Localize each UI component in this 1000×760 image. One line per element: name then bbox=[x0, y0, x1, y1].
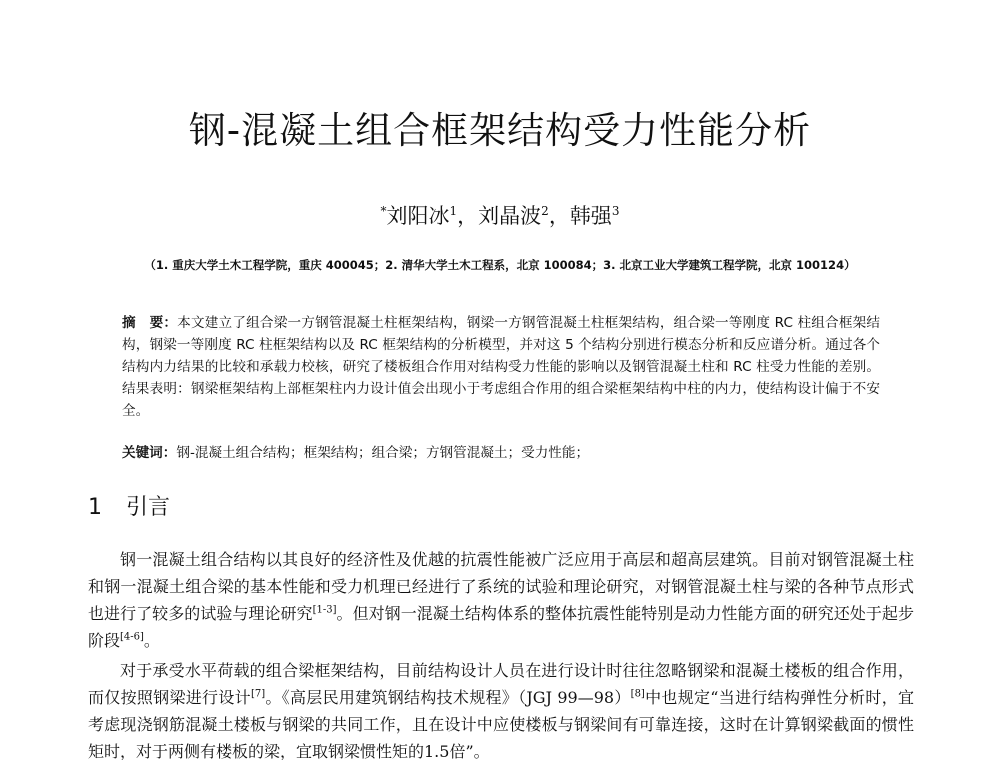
paragraph bbox=[88, 546, 914, 654]
paragraph-text: 中也规定“当进行结构弹性分析时，宜考虑现浇钢筋混凝土楼板与钢梁的共同工作，且在设计中应使楼板与钢梁间有可靠连接，这时在计算钢梁截面的惯性矩时，对于两侧有楼板的梁，宜取钢梁惯性矩的1.5倍”。 bbox=[88, 688, 914, 760]
author-1-affil: 1 bbox=[449, 204, 458, 218]
paragraph-text: 钢一混凝土组合结构以其良好的经济性及优越的抗震性能被广泛应用于高层和超高层建筑。目前对钢管混凝土柱和钢一混凝土组合梁的基本性能和受力机理已经进行了系统的试验和理论研究，对钢管混凝土柱与梁的各种节点形式也进行了较多的试验与理论研究 bbox=[88, 550, 914, 623]
author-2 bbox=[478, 204, 549, 228]
author-separator: ， bbox=[457, 204, 479, 228]
paragraph bbox=[88, 657, 914, 760]
paragraph-text: 。《高层民用建筑钢结构技术规程》（JGJ 99—98） bbox=[265, 688, 631, 707]
section-heading bbox=[88, 490, 170, 521]
paragraph-text: 。 bbox=[143, 631, 160, 650]
author-3-name: 韩强 bbox=[569, 204, 612, 228]
keywords bbox=[122, 441, 880, 461]
author-1 bbox=[381, 204, 458, 228]
citation: [7] bbox=[250, 688, 266, 700]
citation: [4-6] bbox=[120, 631, 144, 643]
author-3 bbox=[570, 204, 620, 228]
author-3-affil: 3 bbox=[611, 204, 620, 218]
abstract bbox=[122, 312, 880, 422]
keywords-text: 钢-混凝土组合结构；框架结构；组合梁；方钢管混凝土；受力性能； bbox=[176, 445, 590, 461]
author-2-affil: 2 bbox=[541, 204, 549, 218]
affiliations: （1. 重庆大学土木工程学院，重庆 400045；2. 清华大学土木工程系，北京 100084；3. 北京工业大学建筑工程学院，北京 100124） bbox=[144, 258, 856, 272]
author-1-name: 刘阳冰 bbox=[386, 204, 450, 228]
citation: [1-3] bbox=[312, 604, 337, 616]
section-number: 1 bbox=[88, 495, 102, 520]
author-line bbox=[0, 200, 1000, 230]
paragraph-text: 对于承受水平荷载的组合梁框架结构，目前结构设计人员在进行设计时往往忽略钢梁和混凝土楼板的组合作用，而仅按照钢梁进行设计 bbox=[88, 661, 914, 707]
author-2-name: 刘晶波 bbox=[478, 204, 542, 228]
body-text bbox=[88, 546, 914, 760]
paragraph-text: 。但对钢一混凝土结构体系的整体抗震性能特别是动力性能方面的研究还处于起步阶段 bbox=[88, 604, 914, 650]
keywords-label: 关键词： bbox=[122, 445, 177, 461]
paper-title: 钢-混凝土组合框架结构受力性能分析 bbox=[188, 109, 812, 152]
abstract-label: 摘 要： bbox=[122, 315, 178, 331]
citation: [8] bbox=[630, 688, 645, 700]
section-title: 引言 bbox=[126, 495, 171, 520]
author-separator: ， bbox=[548, 204, 570, 228]
corresponding-mark: * bbox=[380, 204, 387, 218]
abstract-text: 本文建立了组合梁一方钢管混凝土柱框架结构，钢梁一方钢管混凝土柱框架结构，组合梁一等刚度 RC 柱组合框架结构，钢梁一等刚度 RC 柱框架结构以及 RC 框架结构的分析模型，并对这 5 个结构分别进行模态分析和反应谱分析。通过各个结构内力结果的比较和承载力校核，研究了楼板组合作用对结构受力性能的影响以及钢管混凝土柱和 RC 柱受力性能的差别。结果表明：钢梁框架结构上部框架柱内力设计值会出现小于考虑组合作用的组合梁框架结构中柱的内力，使结构设计偏于不安全。 bbox=[122, 315, 881, 419]
